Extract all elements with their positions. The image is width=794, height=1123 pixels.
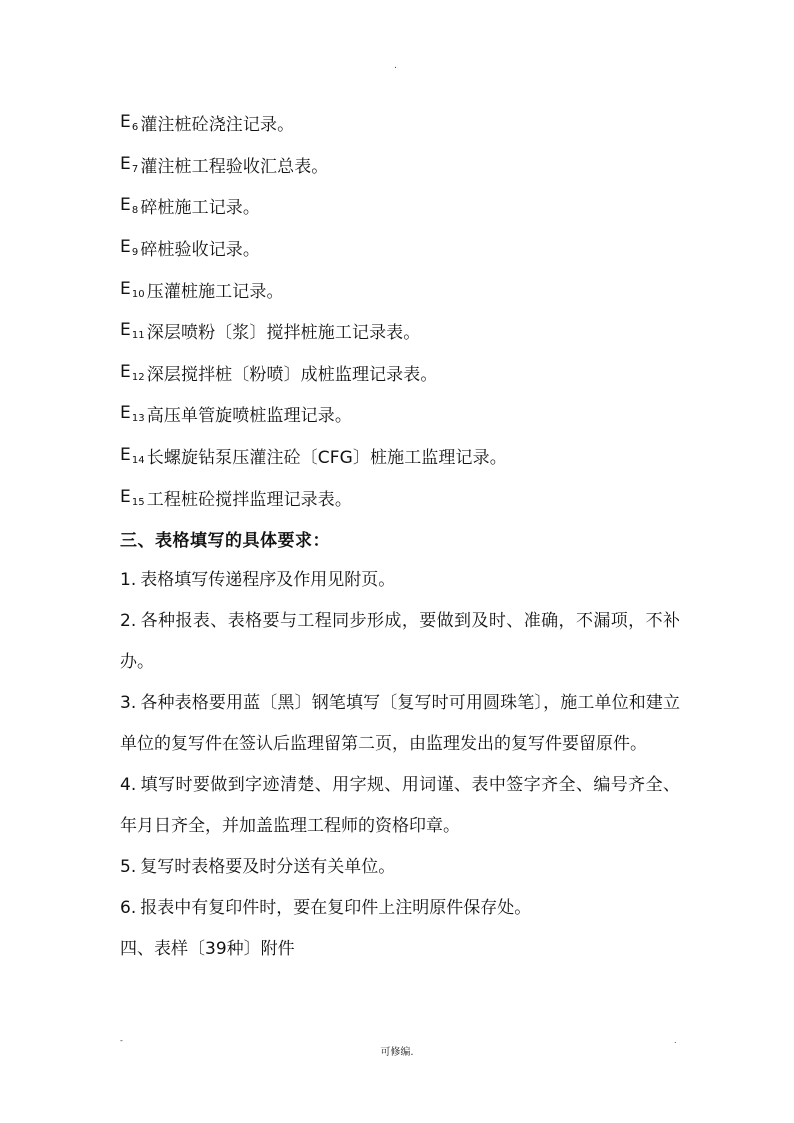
- record-item-e13: [120, 393, 680, 435]
- record-code: $E_{15}$: [120, 486, 145, 508]
- requirement-item-6: [120, 888, 680, 929]
- requirement-number: 1.: [120, 569, 137, 590]
- requirement-item-5: [120, 847, 680, 888]
- record-item-e9: [120, 227, 680, 269]
- requirement-number: 6.: [120, 897, 137, 918]
- record-code: $E_{13}$: [120, 403, 145, 425]
- record-text: 高压单管旋喷桩监理记录。: [146, 406, 352, 427]
- record-text: 深层搅拌桩〔粉喷〕成桩监理记录表。: [146, 364, 438, 385]
- record-item-e8: [120, 185, 680, 227]
- record-code: $E_9$: [120, 237, 139, 259]
- record-code: $E_8$: [120, 195, 139, 217]
- requirement-text: 复写时表格要及时分送有关单位。: [140, 856, 396, 877]
- record-item-e12: [120, 352, 680, 394]
- record-code: $E_{12}$: [120, 361, 145, 383]
- record-text: 灌注桩砼浇注记录。: [140, 115, 295, 136]
- record-item-e10: [120, 268, 680, 310]
- record-item-e6: [120, 102, 680, 144]
- requirement-number: 2.: [120, 610, 137, 631]
- requirement-number: 3.: [120, 692, 137, 713]
- section-3-heading: 三、表格填写的具体要求：: [120, 531, 330, 552]
- record-text: 碎桩施工记录。: [140, 198, 261, 219]
- record-code: $E_{11}$: [120, 320, 145, 342]
- record-text: 深层喷粉〔浆〕搅拌桩施工记录表。: [146, 323, 421, 344]
- record-item-e15: [120, 476, 680, 518]
- requirement-text: 各种报表、表格要与工程同步形成，要做到及时、准确，不漏项，不补办。: [120, 610, 680, 672]
- record-code: $E_{10}$: [120, 278, 145, 300]
- record-item-e11: [120, 310, 680, 352]
- record-text: 碎桩验收记录。: [140, 240, 261, 261]
- requirement-number: 5.: [120, 856, 137, 877]
- header-mark: .: [394, 61, 397, 71]
- footer-right-mark: .: [674, 1036, 677, 1045]
- footer-left-mark: -: [120, 1036, 123, 1045]
- requirement-item-2: [120, 601, 680, 683]
- record-text: 压灌桩施工记录。: [146, 281, 284, 302]
- requirement-item-4: [120, 765, 680, 847]
- record-item-e7: [120, 144, 680, 186]
- footer-editable-label: 可修编.: [380, 1047, 414, 1058]
- record-code: $E_{14}$: [120, 445, 145, 467]
- record-text: 灌注桩工程验收汇总表。: [140, 156, 329, 177]
- requirement-text: 报表中有复印件时，要在复印件上注明原件保存处。: [140, 897, 532, 918]
- record-text: 长螺旋钻泵压灌注砼〔CFG〕桩施工监理记录。: [146, 448, 507, 469]
- requirement-item-1: [120, 560, 680, 601]
- requirement-item-3: [120, 683, 680, 765]
- requirement-text: 各种表格要用蓝〔黑〕钢笔填写〔复写时可用圆珠笔〕，施工单位和建立单位的复写件在签认后监理留第二页，由监理发出的复写件要留原件。: [120, 692, 680, 754]
- requirement-text: 填写时要做到字迹清楚、用字规、用词谨、表中签字齐全、编号齐全、年月日齐全，并加盖监理工程师的资格印章。: [120, 774, 680, 836]
- record-code: $E_7$: [120, 153, 139, 175]
- requirement-number: 4.: [120, 774, 137, 795]
- record-item-e14: [120, 435, 680, 477]
- record-text: 工程桩砼搅拌监理记录表。: [146, 489, 352, 510]
- section-4-heading: 四、表样〔39种〕附件: [120, 938, 295, 959]
- document-body: [120, 102, 680, 970]
- requirement-text: 表格填写传递程序及作用见附页。: [140, 569, 396, 590]
- record-code: $E_6$: [120, 112, 139, 134]
